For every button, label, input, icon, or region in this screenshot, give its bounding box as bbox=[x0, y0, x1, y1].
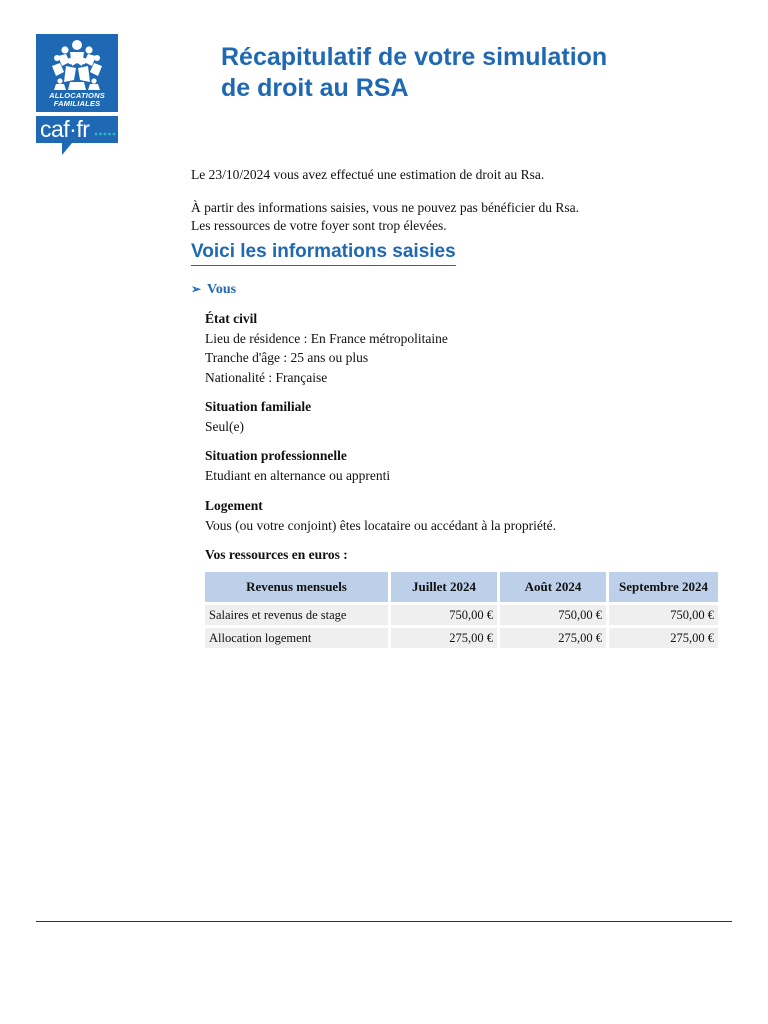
estimation-date-text: Le 23/10/2024 vous avez effectué une estimation de droit au Rsa. bbox=[191, 167, 545, 182]
ressources-table bbox=[205, 572, 718, 648]
result-text-line-2: Les ressources de votre foyer sont trop élevées. bbox=[191, 218, 447, 233]
ressources-heading: Vos ressources en euros : bbox=[205, 547, 348, 562]
table-header-row bbox=[205, 572, 718, 602]
situation-professionnelle-value: Etudiant en alternance ou apprenti bbox=[205, 468, 391, 483]
age-text: Tranche d'âge : 25 ans ou plus bbox=[205, 350, 369, 365]
cell-amount: 275,00 € bbox=[500, 625, 609, 648]
column-header: Revenus mensuels bbox=[205, 572, 391, 602]
table-row bbox=[205, 625, 718, 648]
arrow-right-icon: ➢ bbox=[191, 282, 202, 296]
row-label: Allocation logement bbox=[205, 625, 391, 648]
situation-professionnelle-heading: Situation professionnelle bbox=[205, 448, 347, 463]
column-header: Juillet 2024 bbox=[391, 572, 500, 602]
table-row bbox=[205, 602, 718, 625]
speech-tail bbox=[62, 143, 72, 155]
row-label: Salaires et revenus de stage bbox=[205, 602, 391, 625]
vous-label: Vous bbox=[207, 282, 237, 297]
cell-amount: 750,00 € bbox=[500, 602, 609, 625]
logement-heading: Logement bbox=[205, 498, 263, 513]
cell-amount: 750,00 € bbox=[391, 602, 500, 625]
cell-amount: 275,00 € bbox=[609, 625, 718, 648]
logo-text-allocations: ALLOCATIONS bbox=[49, 91, 105, 100]
column-header: Septembre 2024 bbox=[609, 572, 718, 602]
caf-fr-text: caf·fr bbox=[40, 116, 90, 142]
vous-heading bbox=[191, 280, 236, 299]
section-title: Voici les informations saisies bbox=[191, 240, 456, 266]
title-line-1: Récapitulatif de votre simulation bbox=[221, 43, 608, 71]
footer-divider bbox=[36, 921, 732, 922]
cell-amount: 750,00 € bbox=[609, 602, 718, 625]
family-icon bbox=[36, 36, 118, 92]
caf-logo bbox=[36, 34, 118, 112]
situation-familiale-value: Seul(e) bbox=[205, 419, 244, 434]
logement-value: Vous (ou votre conjoint) êtes locataire ou accédant à la propriété. bbox=[205, 518, 556, 533]
nationalite-text: Nationalité : Française bbox=[205, 370, 328, 385]
title-line-2: de droit au RSA bbox=[221, 74, 409, 102]
situation-familiale-heading: Situation familiale bbox=[205, 399, 312, 414]
column-header: Août 2024 bbox=[500, 572, 609, 602]
residence-text: Lieu de résidence : En France métropolitaine bbox=[205, 331, 448, 346]
caf-fr-logo bbox=[36, 116, 118, 143]
logo-text-familiales: FAMILIALES bbox=[53, 99, 101, 108]
result-text-line-1: À partir des informations saisies, vous ne pouvez pas bénéficier du Rsa. bbox=[191, 200, 580, 215]
cell-amount: 275,00 € bbox=[391, 625, 500, 648]
page-title bbox=[221, 42, 741, 104]
etat-civil-heading: État civil bbox=[205, 311, 258, 326]
dots-icon bbox=[94, 132, 116, 136]
